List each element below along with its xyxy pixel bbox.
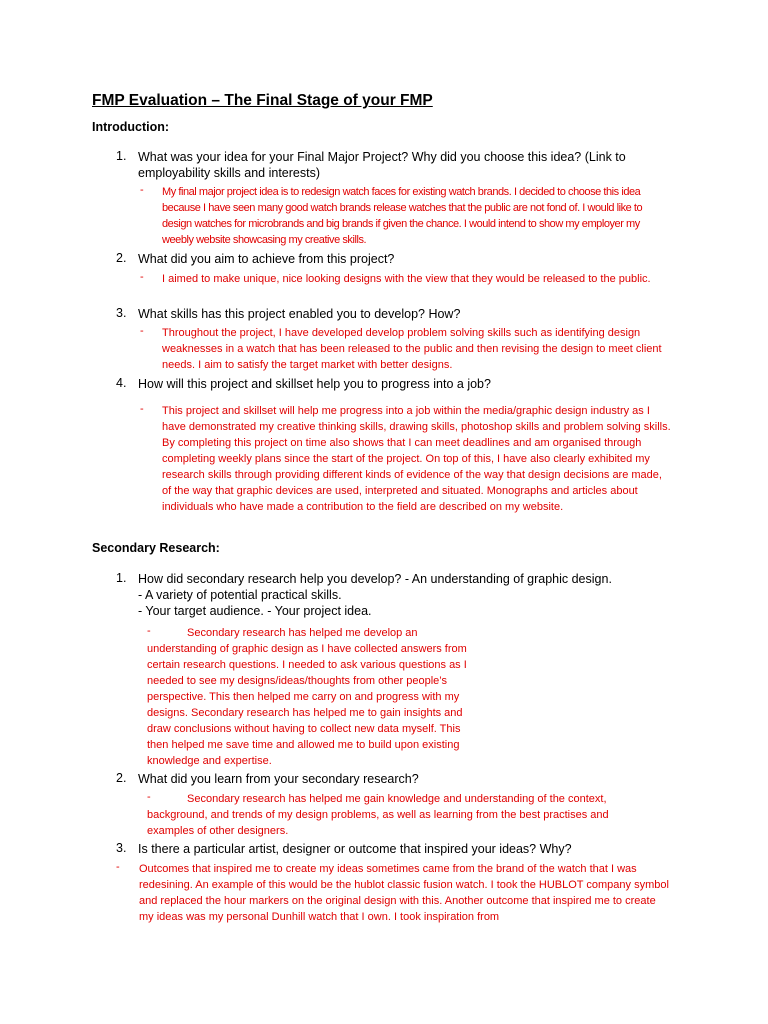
question-text: What skills has this project enabled you to develop? How? bbox=[138, 307, 461, 321]
answer-bullet: - bbox=[116, 861, 120, 873]
answer-text: Throughout the project, I have developed develop problem solving skills such as identifying design weaknesses in a watch that has been released to the public and then revising the design to meet client needs. I aim to satisfy the target market with better designs. bbox=[162, 327, 662, 371]
answer-bullet: - bbox=[140, 325, 144, 337]
answer-bullet: - bbox=[140, 271, 144, 283]
answer-text: This project and skillset will help me progress into a job within the media/graphic design industry as I have demonstrated my creative thinking skills, drawing skills, photoshop skills and problem solving skills. By completing this project on time also shows that I can meet deadlines and am organised through completing weekly plans since the start of the project. On top of this, I have also clearly exhibited my research skills through providing different kinds of evidence of the way that design decisions are made, of the way that graphic devices are used, interpreted and situated. Monographs and articles about individuals who have made a contribution to the field are described on my website. bbox=[162, 405, 671, 513]
answer-text: Secondary research has helped me develop an understanding of graphic design as I have collected answers from certain research questions. I needed to ask various questions as I needed to see my designs/ideas/thoughts from other people’s perspective. This then helped me carry on and progress with my designs. Secondary research has helped me to gain insights and draw conclusions without having to collect new data myself. This then helped me save time and allowed me to build upon existing knowledge and expertise. bbox=[147, 627, 467, 767]
question-line: - Your target audience. - Your project idea. bbox=[138, 604, 372, 618]
question-text bbox=[138, 571, 678, 619]
question-text: How will this project and skillset help you to progress into a job? bbox=[138, 377, 491, 391]
question-number: 1. bbox=[116, 571, 127, 585]
question-number: 3. bbox=[116, 306, 127, 320]
question-text: What did you learn from your secondary research? bbox=[138, 772, 419, 786]
answer-bullet: - bbox=[147, 791, 151, 803]
answer-text: My final major project idea is to redesign watch faces for existing watch brands. I decided to choose this idea because I have seen many good watch brands release watches that the public are not fond of. I would like to design watches for microbrands and big brands if given the chance. I would intend to show my employer my weebly website showcasing my creative skills. bbox=[162, 186, 643, 246]
question-line: How did secondary research help you develop? - An understanding of graphic design. bbox=[138, 572, 612, 586]
section-heading-introduction: Introduction: bbox=[92, 120, 170, 134]
section-heading-secondary-research: Secondary Research: bbox=[92, 541, 220, 555]
answer-bullet: - bbox=[140, 184, 144, 196]
question-text: What did you aim to achieve from this project? bbox=[138, 252, 395, 266]
answer-text: Outcomes that inspired me to create my ideas sometimes came from the brand of the watch that I was redesining. An example of this would be the hublot classic fusion watch. I took the HUBLOT company symbol and replaced the hour markers on the original design with this. Another outcome that inspired me to create my ideas was my personal Dunhill watch that I own. I took inspiration from bbox=[139, 863, 669, 923]
answer-bullet: - bbox=[140, 403, 144, 415]
question-number: 2. bbox=[116, 251, 127, 265]
answer-text: Secondary research has helped me gain knowledge and understanding of the context, background, and trends of my design problems, as well as learning from the best practises and examples of other designers. bbox=[147, 793, 609, 837]
question-number: 2. bbox=[116, 771, 127, 785]
question-line: - A variety of potential practical skills. bbox=[138, 588, 342, 602]
question-number: 4. bbox=[116, 376, 127, 390]
answer-bullet: - bbox=[147, 625, 151, 637]
question-text: Is there a particular artist, designer or outcome that inspired your ideas? Why? bbox=[138, 842, 572, 856]
question-number: 3. bbox=[116, 841, 127, 855]
question-number: 1. bbox=[116, 149, 127, 163]
answer-text: I aimed to make unique, nice looking designs with the view that they would be released to the public. bbox=[162, 273, 651, 285]
question-text: What was your idea for your Final Major Project? Why did you choose this idea? (Link to employability skills and interests) bbox=[138, 150, 626, 180]
document-title: FMP Evaluation – The Final Stage of your FMP bbox=[92, 92, 433, 109]
